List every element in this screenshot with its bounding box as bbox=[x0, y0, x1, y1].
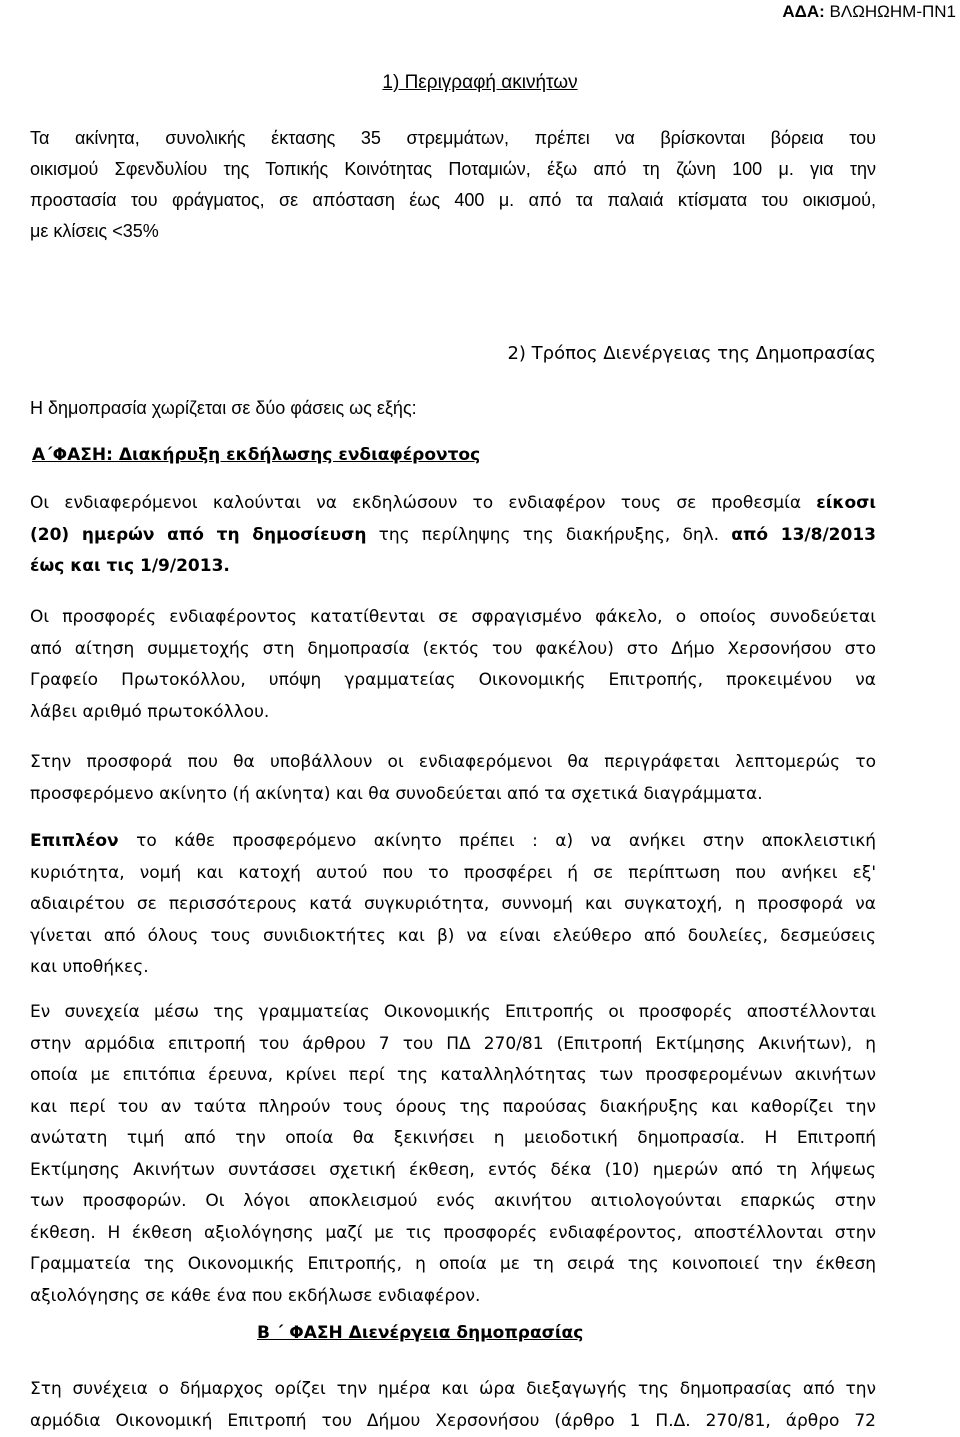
text-line: Οι προσφορές ενδιαφέροντος κατατίθενται σε σφραγισμένο φάκελο, ο οποίος συνοδεύεται bbox=[30, 602, 876, 634]
text-line: οικισμού Σφενδυλίου της Τοπικής Κοινότητας Ποταμιών, έξω από τη ζώνη 100 μ. για την bbox=[30, 154, 876, 185]
text-line: προσφερόμενο ακίνητο (ή ακίνητα) και θα συνοδεύεται από τα σχετικά διαγράμματα. bbox=[30, 779, 876, 811]
text-line: και υποθήκες. bbox=[30, 952, 876, 984]
text-line: αξιολόγησης σε κάθε ένα που εκδήλωσε ενδιαφέρον. bbox=[30, 1281, 876, 1313]
text-line: κυριότητα, νομή και κατοχή αυτού που το προσφέρει ή σε περίπτωση που ανήκει εξ' bbox=[30, 858, 876, 890]
text-line: Εκτίμησης Ακινήτων συντάσσει σχετική έκθεση, εντός δέκα (10) ημερών από τη λήψεως bbox=[30, 1155, 876, 1187]
text-line: Στη συνέχεια ο δήμαρχος ορίζει την ημέρα και ώρα διεξαγωγής της δημοπρασίας από την bbox=[30, 1374, 876, 1406]
section-2-title: 2) Τρόπος Διενέργειας της Δημοπρασίας bbox=[0, 343, 876, 364]
text-line: Επιπλέον το κάθε προσφερόμενο ακίνητο πρέπει : α) να ανήκει στην αποκλειστική bbox=[30, 826, 876, 858]
text-line: αδιαιρέτου σε περισσότερους κατά συγκυριότητα, συννομή και συγκατοχή, η προσφορά να bbox=[30, 889, 876, 921]
phase-a-paragraph-ownership bbox=[30, 826, 876, 984]
text-line: γίνεται από όλους τους συνιδιοκτήτες και β) να είναι ελεύθερο από δουλείες, δεσμεύσεις bbox=[30, 921, 876, 953]
ada-code: ΒΛΩΗΩΗΜ-ΠΝ1 bbox=[830, 2, 957, 21]
text-line: και περί του αν ταύτα πληρούν τους όρους της παρούσας διακήρυξης και καθορίζει την bbox=[30, 1092, 876, 1124]
text-line: Γραφείο Πρωτοκόλλου, υπόψη γραμματείας Οικονομικής Επιτροπής, προκειμένου να bbox=[30, 665, 876, 697]
text-line: έως και τις 1/9/2013. bbox=[30, 551, 876, 583]
text-line: ανώτατη τιμή από την οποία θα ξεκινήσει η μειοδοτική δημοπρασία. Η Επιτροπή bbox=[30, 1123, 876, 1155]
text-line: Οι ενδιαφερόμενοι καλούνται να εκδηλώσουν το ενδιαφέρον τους σε προθεσμία είκοσι bbox=[30, 488, 876, 520]
phase-a-paragraph-submission bbox=[30, 602, 876, 728]
text-line: λάβει αριθμό πρωτοκόλλου. bbox=[30, 697, 876, 729]
phase-a-paragraph-evaluation bbox=[30, 997, 876, 1312]
text-line: από αίτηση συμμετοχής στη δημοπρασία (εκτός του φακέλου) στο Δήμο Χερσονήσου στο bbox=[30, 634, 876, 666]
section-1-title: 1) Περιγραφή ακινήτων bbox=[0, 72, 960, 94]
text-line: (20) ημερών από τη δημοσίευση της περίληψης της διακήρυξης, δηλ. από 13/8/2013 bbox=[30, 520, 876, 552]
text-line: Στην προσφορά που θα υποβάλλουν οι ενδιαφερόμενοι θα περιγράφεται λεπτομερώς το bbox=[30, 747, 876, 779]
text-line: έκθεση. Η έκθεση αξιολόγησης μαζί με τις προσφορές ενδιαφέροντος, αποστέλλονται στην bbox=[30, 1218, 876, 1250]
ada-label: ΑΔΑ: bbox=[782, 2, 824, 21]
text-line: Γραμματεία της Οικονομικής Επιτροπής, η οποία με τη σειρά της κοινοποιεί την έκθεση bbox=[30, 1249, 876, 1281]
text-line: Εν συνεχεία μέσω της γραμματείας Οικονομικής Επιτροπής οι προσφορές αποστέλλονται bbox=[30, 997, 876, 1029]
phase-a-paragraph-deadline bbox=[30, 488, 876, 583]
section-1-paragraph bbox=[30, 123, 876, 247]
text-line: των προσφορών. Οι λόγοι αποκλεισμού ενός ακινήτου αιτιολογούνται επαρκώς στην bbox=[30, 1186, 876, 1218]
text-line: αρμόδια Οικονομική Επιτροπή του Δήμου Χερσονήσου (άρθρο 1 Π.Δ. 270/81, άρθρο 72 bbox=[30, 1406, 876, 1437]
phase-b-title: Β ΄ ΦΑΣΗ Διενέργεια δημοπρασίας bbox=[257, 1323, 583, 1343]
phase-b-paragraph bbox=[30, 1374, 876, 1437]
text-line: στην αρμόδια επιτροπή του άρθρου 7 του ΠΔ 270/81 (Επιτροπή Εκτίμησης Ακινήτων), η bbox=[30, 1029, 876, 1061]
text-line: οποία με επιτόπια έρευνα, κρίνει περί της καταλληλότητας των προσφερομένων ακινήτων bbox=[30, 1060, 876, 1092]
section-2-intro: Η δημοπρασία χωρίζεται σε δύο φάσεις ως εξής: bbox=[30, 393, 876, 424]
phase-a-paragraph-description bbox=[30, 747, 876, 810]
ada-header bbox=[782, 2, 956, 22]
text-line: Τα ακίνητα, συνολικής έκτασης 35 στρεμμάτων, πρέπει να βρίσκονται βόρεια του bbox=[30, 123, 876, 154]
text-line: προστασία του φράγματος, σε απόσταση έως 400 μ. από τα παλαιά κτίσματα του οικισμού, bbox=[30, 185, 876, 216]
text-line: με κλίσεις <35% bbox=[30, 216, 876, 247]
phase-a-title: Α΄ΦΑΣΗ: Διακήρυξη εκδήλωσης ενδιαφέροντος bbox=[32, 445, 480, 465]
